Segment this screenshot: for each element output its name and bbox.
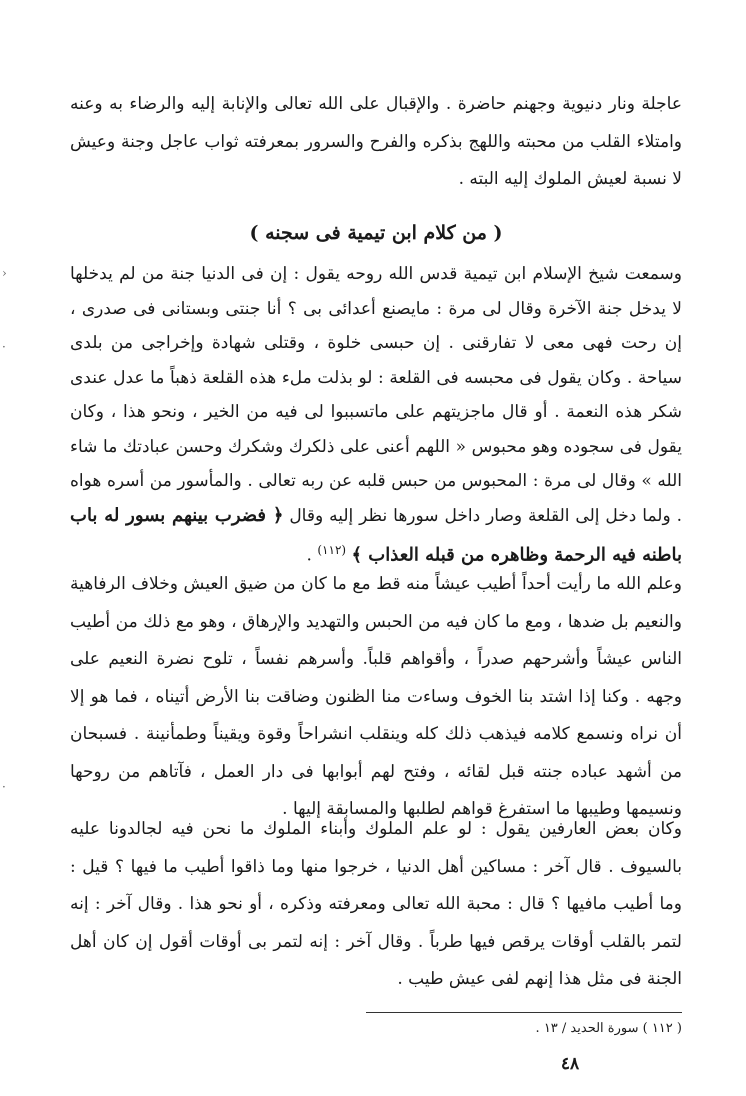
section-heading: ( من كلام ابن تيمية فى سجنه ): [249, 222, 503, 244]
paragraph-2-end: .: [306, 545, 318, 566]
paragraph-3: وعلم الله ما رأيت أحداً أطيب عيشاً منه قط مع ما كان من ضيق العيش وخلاف الرفاهية والنعيم بل ضدها ، ومع ما كان فيه من الحبس والتهديد والإرهاق ، وهو مع ذلك من أطيب الناس عيشاً وأشرحهم صدراً ، وأقواهم قلباً. وأسرهم نفساً ، تلوح نضرة النعيم على وجهه . وكنا إذا اشتد بنا الخوف وساءت منا الظنون وضاقت بنا الأرض أتيناه ، فما هو إلا أن نراه ونسمع كلامه فيذهب ذلك كله وينقلب انشراحاً وقوة ويقيناً وطمأنينة . فسبحان من أشهد عباده جنته قبل لقائه ، وفتح لهم أبوابها فى دار العمل ، فآتاهم من روحها ونسيمها وطيبها ما استفرغ قواهم لطلبها والمسابقة إليها .: [70, 574, 682, 819]
paragraph-2-text: وسمعت شيخ الإسلام ابن تيمية قدس الله روحه يقول : إن فى الدنيا جنة من لم يدخلها لا يدخل جنة الآخرة وقال لى مرة : مايصنع أعدائى بى ؟ أنا جنتى وبستانى فى صدرى ، إن رحت فهى معى لا تفارقنى . إن حبسى خلوة ، وقتلى شهادة وإخراجى من بلدى سياحة . وكان يقول فى محبسه فى القلعة : لو بذلت ملء هذه القلعة ذهباً ما عدل عندى شكر هذه النعمة . أو قال ماجزيتهم على ماتسببوا لى فيه من الخير ، ونحو هذا ، وكان يقول فى سجوده وهو محبوس « اللهم أعنى على ذلكرك وشكرك وحسن عبادتك ما شاء الله » وقال لى مرة : المحبوس من حبس قلبه عن ربه تعالى . والمأسور من أسره هواه . ولما دخل إلى القلعة وصار داخل سورها نظر إليه وقال: [70, 264, 682, 526]
paragraph-1: عاجلة ونار دنيوية وجهنم حاضرة . والإقبال على الله تعالى والإنابة إليه والرضاء به وعنه وامتلاء القلب من محبته واللهج بذكره والفرح والسرور بمعرفته ثواب عاجل وجنة وعيش لا نسبة لعيش الملوك إليه البته .: [70, 94, 682, 189]
margin-mark: ·: [2, 340, 6, 354]
page-number: ٤٨: [560, 1054, 580, 1074]
quran-verse: ﴿ فضرب بينهم بسور له باب باطنه فيه الرحمة وظاهره من قبله العذاب ﴾: [70, 504, 682, 566]
footnote: ( ١١٢ ) سورة الحديد / ١٣ .: [535, 1021, 682, 1036]
margin-mark: ›: [2, 266, 7, 280]
footnote-reference: (١١٢): [317, 543, 347, 557]
footnote-divider: [366, 1012, 682, 1013]
paragraph-2: [70, 257, 682, 573]
margin-mark: ·: [2, 780, 6, 794]
paragraph-4: وكان بعض العارفين يقول : لو علم الملوك وأبناء الملوك ما نحن فيه لجالدونا عليه بالسيوف . قال آخر : مساكين أهل الدنيا ، خرجوا منها وما ذاقوا أطيب ما فيها ؟ قيل : وما أطيب مافيها ؟ قال : محبة الله تعالى ومعرفته وذكره ، أو نحو هذا . وقال آخر : إنه لتمر بالقلب أوقات يرقص فيها طرباً . وقال آخر : إنه لتمر بى أوقات أقول إن كان أهل الجنة فى مثل هذا إنهم لفى عيش طيب .: [70, 819, 682, 989]
